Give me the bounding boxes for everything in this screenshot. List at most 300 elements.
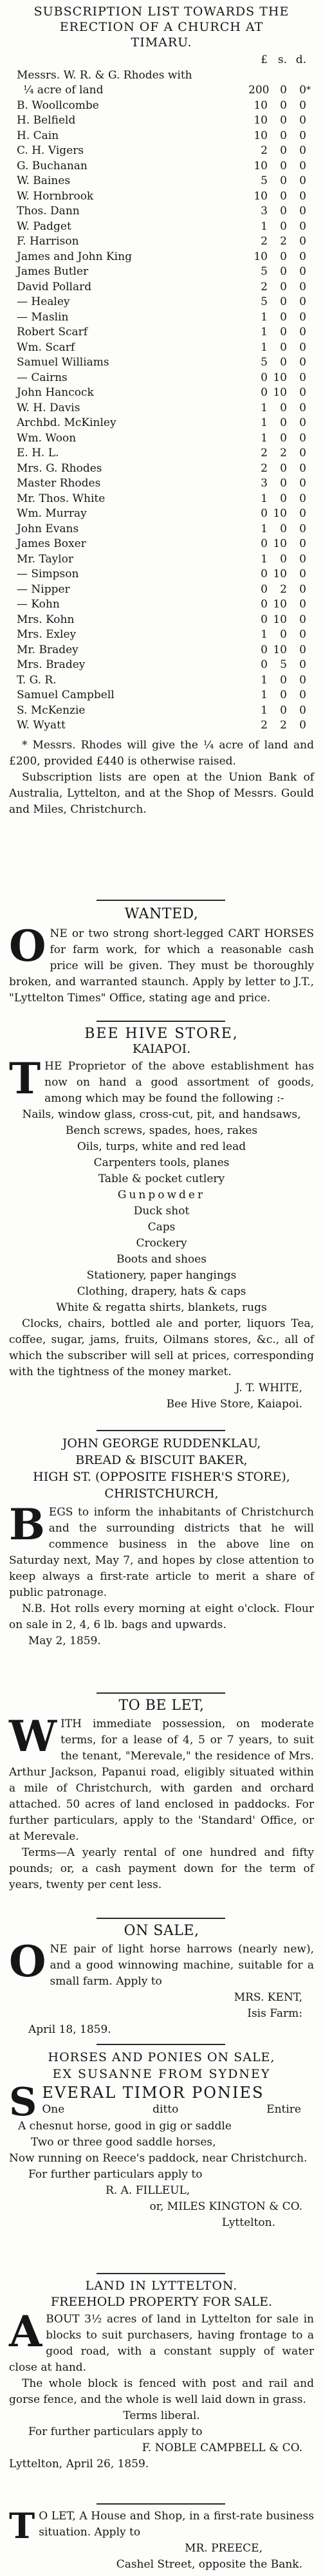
subscriber-name: Mr. Taylor	[17, 552, 74, 566]
pence: 0	[299, 340, 306, 354]
subscriber-name: James Boxer	[17, 537, 86, 550]
shillings: 10	[273, 598, 287, 611]
pence: 0	[299, 703, 306, 717]
subscriber-name: Samuel Williams	[17, 356, 109, 369]
footnote-mark	[306, 461, 314, 477]
subscriber-row	[9, 506, 314, 522]
pounds: 10	[254, 98, 268, 112]
shillings: 2	[280, 719, 287, 732]
drop-capital: O	[9, 1936, 46, 1987]
pence: 0	[299, 356, 306, 369]
pounds: 1	[261, 552, 268, 566]
footnote-mark	[306, 476, 314, 492]
pence: 0	[299, 174, 306, 187]
pounds: 0	[261, 537, 268, 550]
pounds: 10	[254, 189, 268, 203]
footnote-mark	[306, 159, 314, 174]
subscriber-row	[9, 643, 314, 658]
baker-ad	[9, 1435, 314, 1649]
goods-item: Caps	[147, 1221, 176, 1234]
pence: 0	[299, 552, 306, 566]
pounds: 0	[261, 658, 268, 671]
house-ad	[9, 2505, 314, 2573]
horses-line: Now running on Reece's paddock, near Christchurch.	[9, 2152, 308, 2165]
land-body-2: The whole block is fenced with post and rail and gorse fence, and the whole is well laid down in grass.	[9, 2377, 314, 2406]
footnote-mark	[306, 552, 314, 568]
pounds: 10	[254, 159, 268, 172]
drop-capital: T	[9, 2505, 35, 2546]
footnote-mark	[306, 567, 314, 582]
pounds: 0	[261, 371, 268, 384]
subscriber-name: Mr. Thos. White	[17, 492, 106, 505]
pence: 0	[299, 658, 306, 671]
subscriber-name: — Cairns	[17, 371, 68, 384]
divider	[97, 1430, 225, 1431]
subscriber-name: W. Hornbrook	[17, 189, 94, 203]
pence: 0	[299, 371, 306, 384]
footnote-mark	[306, 68, 314, 84]
baker-nb: N.B. Hot rolls every morning at eight o'clock. Flour on sale in 2, 4, 6 lb. bags and upwards.	[9, 1602, 314, 1631]
subscriber-name: G. Buchanan	[17, 159, 88, 172]
footnote-mark	[306, 718, 314, 734]
subscriber-row	[9, 597, 314, 613]
pounds: 1	[261, 431, 268, 445]
subscriber-row	[9, 264, 314, 280]
subscriber-row	[9, 144, 314, 159]
subscriber-row	[9, 446, 314, 461]
shillings: 0	[280, 98, 287, 112]
subscriber-row	[9, 159, 314, 174]
pence: 0	[299, 280, 306, 293]
pounds: 2	[261, 235, 268, 248]
subscriber-name: W. H. Davis	[17, 401, 80, 414]
goods-item: Clothing, drapery, hats & caps	[77, 1285, 246, 1298]
drop-capital: B	[9, 1499, 45, 1550]
subscriber-row	[9, 204, 314, 219]
subscriber-name: — Maslin	[17, 310, 69, 324]
shillings: 10	[273, 643, 287, 656]
drop-capital: O	[9, 921, 46, 971]
subscriber-name: ¼ acre of land	[23, 84, 104, 97]
pence: 0	[299, 114, 306, 127]
shillings: 0	[280, 673, 287, 687]
drop-capital: S	[9, 2080, 39, 2125]
shillings: 0	[280, 492, 287, 505]
subscriber-name: Mrs. G. Rhodes	[17, 461, 102, 475]
subscriber-name: Thos. Dann	[17, 205, 80, 218]
footnote-mark	[306, 234, 314, 250]
footnote-mark	[306, 401, 314, 416]
divider	[97, 2273, 225, 2274]
land-body: BOUT 3½ acres of land in Lyttelton for sale in blocks to suit purchasers, having frontage to a good road, with a constant supply of water close at hand.	[9, 2313, 314, 2374]
land-heading: LAND IN LYTTELTON.	[85, 2279, 238, 2293]
onsale-place: Isis Farm:	[247, 2007, 302, 2020]
shillings: 0	[280, 84, 287, 97]
pence: 0	[299, 477, 306, 490]
subscriber-row	[9, 658, 314, 673]
subscriber-row	[9, 250, 314, 265]
pounds: 200	[248, 84, 270, 97]
beehive-ad	[9, 1026, 314, 1413]
pence: 0	[299, 568, 306, 580]
subscriber-name: H. Belfield	[17, 114, 76, 127]
shillings: 10	[273, 386, 287, 399]
subscription-ad	[9, 4, 314, 818]
goods-item: Stationery, paper hangings	[86, 1269, 237, 1282]
subscription-footnote: * Messrs. Rhodes will give the ¼ acre of land and £200, provided £440 is otherwise raised.	[9, 738, 314, 768]
subscriber-row	[9, 189, 314, 205]
subscriber-name: W. Wyatt	[17, 719, 66, 732]
pounds: 1	[261, 326, 268, 338]
land-further: For further particulars apply to	[28, 2425, 203, 2438]
subscriber-name: Master Rhodes	[17, 477, 101, 490]
tolet-terms: Terms—A yearly rental of one hundred and fifty pounds; or, a cash payment down for the term of years, twenty per cent less.	[9, 1846, 314, 1891]
shillings: 10	[273, 507, 287, 520]
footnote-mark	[306, 250, 314, 265]
subscriber-name: F. Harrison	[17, 235, 79, 248]
baker-trade: BREAD & BISCUIT BAKER,	[75, 1453, 248, 1467]
pence: 0	[299, 129, 306, 142]
title-line-3: TIMARU.	[131, 35, 192, 50]
baker-date: May 2, 1859.	[28, 1635, 101, 1647]
shillings: 0	[280, 159, 287, 172]
subscriber-name: Mrs. Exley	[17, 628, 77, 641]
subscriber-row	[9, 613, 314, 628]
baker-town: CHRISTCHURCH,	[104, 1487, 219, 1501]
title-line-1: SUBSCRIPTION LIST TOWARDS THE	[33, 5, 290, 19]
goods-list	[9, 1107, 314, 1316]
subscriber-row	[9, 83, 314, 98]
pounds: 5	[261, 356, 268, 369]
subscriber-name: John Evans	[17, 522, 79, 535]
subscriber-name: Wm. Murray	[17, 507, 87, 520]
goods-item: Crockery	[136, 1237, 187, 1250]
subscriber-row	[9, 522, 314, 537]
pence: 0	[299, 205, 306, 218]
pounds: 1	[261, 628, 268, 641]
goods-item: Duck shot	[133, 1205, 190, 1218]
pence: 0	[299, 447, 306, 459]
pence: 0	[299, 689, 306, 701]
pounds: 3	[261, 205, 268, 218]
footnote-mark	[306, 264, 314, 280]
subscriber-name: E. H. L.	[17, 447, 59, 459]
shillings: 2	[280, 582, 287, 596]
subscriber-name: Mrs. Bradey	[17, 658, 86, 671]
house-address: Cashel Street, opposite the Bank.	[116, 2558, 302, 2571]
drop-capital: W	[9, 1711, 57, 1761]
subscriber-name: James Butler	[17, 265, 89, 278]
subscriber-row	[9, 688, 314, 703]
land-subheading: FREEHOLD PROPERTY FOR SALE.	[50, 2295, 273, 2309]
footnote-mark	[306, 688, 314, 703]
shillings: 5	[280, 658, 287, 671]
horses-further: For further particulars apply to	[28, 2168, 203, 2181]
shillings: 0	[280, 265, 287, 278]
footnote-mark	[306, 492, 314, 507]
footnote-mark	[306, 174, 314, 189]
pounds: 5	[261, 174, 268, 187]
pounds: 10	[254, 129, 268, 142]
shillings: 10	[273, 613, 287, 626]
pounds: 0	[261, 643, 268, 656]
pence: 0	[299, 673, 306, 687]
goods-item: Boots and shoes	[116, 1253, 207, 1266]
footnote-mark	[306, 310, 314, 326]
subscriber-row	[9, 401, 314, 416]
footnote-mark	[306, 582, 314, 598]
divider	[97, 1692, 225, 1694]
shillings: 0	[280, 431, 287, 445]
house-body: O LET, A House and Shop, in a first-rate business situation. Apply to	[39, 2510, 314, 2539]
shillings: 0	[280, 340, 287, 354]
pence: 0	[299, 326, 306, 338]
pence: 0	[299, 643, 306, 656]
subscriber-name: S. McKenzie	[17, 703, 86, 717]
pence: 0	[299, 98, 306, 112]
pounds: 2	[261, 447, 268, 459]
beehive-address: Bee Hive Store, Kaiapoi.	[166, 1398, 302, 1411]
pounds: 2	[261, 719, 268, 732]
pounds: 0	[261, 613, 268, 626]
pounds-header: £	[261, 53, 268, 66]
subscriber-name: David Pollard	[17, 280, 92, 293]
footnote-mark	[306, 98, 314, 114]
wanted-body: NE or two strong short-legged CART HORSES for farm work, for which a reasonable cash price will be given. They must be thoroughly broken, and warranted staunch. Apply by letter to J.T., "Lyttelton Times" Office, stating age and price.	[9, 927, 314, 1005]
horses-agent-alt: or, MILES KINGTON & CO.	[149, 2200, 302, 2213]
pence: 0	[299, 295, 306, 308]
pence: 0	[299, 522, 306, 535]
wanted-heading: WANTED,	[124, 906, 199, 922]
pounds: 10	[254, 114, 268, 127]
pence-header: d.	[295, 53, 306, 66]
subscriber-name: Mr. Bradey	[17, 643, 78, 656]
shillings: 0	[280, 250, 287, 263]
subscriber-row	[9, 113, 314, 129]
subscriber-row	[9, 68, 314, 84]
tolet-ad	[9, 1698, 314, 1893]
subscriber-name: Wm. Woon	[17, 431, 77, 445]
shillings: 0	[280, 689, 287, 701]
footnote-mark	[306, 627, 314, 643]
pence: 0	[299, 416, 306, 429]
footnote-mark	[306, 522, 314, 537]
subscriber-row	[9, 416, 314, 431]
land-terms: Terms liberal.	[123, 2409, 200, 2422]
shillings: 0	[280, 552, 287, 566]
shillings: 0	[280, 205, 287, 218]
subscriber-name: — Healey	[17, 295, 70, 308]
pounds: 0	[261, 568, 268, 580]
pounds: 10	[254, 250, 268, 263]
goods-item: White & regatta shirts, blankets, rugs	[56, 1301, 267, 1314]
shillings: 2	[280, 235, 287, 248]
subscriber-row	[9, 627, 314, 643]
horses-place: Lyttelton.	[221, 2216, 275, 2229]
pence	[287, 68, 306, 84]
pounds: 1	[261, 689, 268, 701]
pence: 0	[299, 84, 306, 97]
subscriber-list	[9, 68, 314, 734]
subscriber-row	[9, 280, 314, 295]
footnote-mark	[306, 280, 314, 295]
horses-lead: EVERAL TIMOR PONIES	[42, 2084, 264, 2102]
pence: 0	[299, 159, 306, 172]
shillings: 0	[280, 522, 287, 535]
subscriber-row	[9, 537, 314, 552]
horses-agent: R. A. FILLEUL,	[106, 2184, 190, 2197]
shillings: 0	[280, 401, 287, 414]
shillings: 0	[280, 219, 287, 233]
footnote-mark: *	[306, 85, 311, 95]
subscriber-name: C. H. Vigers	[17, 144, 84, 157]
pence: 0	[299, 265, 306, 278]
subscriber-name: Messrs. W. R. & G. Rhodes with	[17, 68, 192, 82]
pounds: 1	[261, 492, 268, 505]
shillings: 0	[280, 416, 287, 429]
shillings: 0	[280, 174, 287, 187]
goods-item: Bench screws, spades, hoes, rakes	[65, 1124, 258, 1137]
wanted-ad	[9, 906, 314, 1006]
pounds: 1	[261, 219, 268, 233]
shillings: 0	[280, 310, 287, 324]
footnote-mark	[306, 113, 314, 129]
subscriber-row	[9, 174, 314, 189]
shillings: 0	[280, 114, 287, 127]
shillings: 0	[280, 703, 287, 717]
subscriber-row	[9, 234, 314, 250]
pounds: 1	[261, 310, 268, 324]
footnote-mark	[306, 431, 314, 447]
tolet-body: ITH immediate possession, on moderate terms, for a lease of 4, 5 or 7 years, to suit the tenant, "Merevale," the residence of Mrs. Arthur Jackson, Papanui road, eligibly situated within a mile of Christchurch, with garden and orchard attached. 50 acres of land enclosed in paddocks. For further particulars, apply to the 'Standard' Office, or at Merevale.	[9, 1718, 314, 1843]
subscriber-name: Wm. Scarf	[17, 340, 75, 354]
horses-line: A chesnut horse, good in gig or saddle	[18, 2120, 232, 2133]
subscriber-name: W. Baines	[17, 174, 71, 187]
pence: 0	[299, 582, 306, 596]
divider	[97, 2044, 225, 2045]
pence: 0	[299, 401, 306, 414]
shillings: 10	[273, 568, 287, 580]
pounds: 1	[261, 522, 268, 535]
tolet-heading: TO BE LET,	[118, 1698, 205, 1714]
subscriber-row	[9, 371, 314, 386]
footnote-mark	[306, 506, 314, 522]
pounds: 0	[261, 507, 268, 520]
goods-item: Table & pocket cutlery	[98, 1172, 225, 1185]
footnote-mark	[306, 643, 314, 658]
pounds: 1	[261, 401, 268, 414]
subscriber-row	[9, 552, 314, 568]
shillings: 0	[280, 295, 287, 308]
footnote-mark	[306, 340, 314, 356]
shillings: 0	[280, 280, 287, 293]
subscriber-name: Archbd. McKinley	[17, 416, 116, 429]
land-ad	[9, 2278, 314, 2472]
footnote-mark	[306, 658, 314, 673]
footnote-mark	[306, 613, 314, 628]
subscriber-row	[9, 310, 314, 326]
footnote-mark	[306, 673, 314, 689]
subscriber-row	[9, 718, 314, 734]
pence: 0	[299, 310, 306, 324]
pence: 0	[299, 431, 306, 445]
pounds: 3	[261, 477, 268, 490]
pence: 0	[299, 719, 306, 732]
shillings: 0	[280, 144, 287, 157]
pence: 0	[299, 219, 306, 233]
footnote-mark	[306, 219, 314, 235]
pence: 0	[299, 250, 306, 263]
onsale-date: April 18, 1859.	[28, 2023, 111, 2036]
house-agent: MR. PREECE,	[185, 2542, 263, 2555]
footnote-mark	[306, 446, 314, 461]
title-line-2: ERECTION OF A CHURCH AT	[59, 20, 264, 34]
subscriber-name: — Simpson	[17, 568, 79, 580]
subscriber-row	[9, 355, 314, 371]
baker-name: JOHN GEORGE RUDDENKLAU,	[62, 1436, 261, 1450]
pence: 0	[299, 386, 306, 399]
subscriber-row	[9, 703, 314, 719]
subscriber-row	[9, 325, 314, 340]
onsale-body: NE pair of light horse harrows (nearly new), and a good winnowing machine, suitable for a small farm. Apply to	[50, 1943, 314, 1988]
footnote-mark	[306, 597, 314, 613]
pence: 0	[299, 235, 306, 248]
divider	[97, 2503, 225, 2505]
subscription-closing: Subscription lists are open at the Union Bank of Australia, Lyttelton, and at the Shop of Messrs. Gould and Miles, Christchurch.	[9, 770, 314, 816]
shillings-header: s.	[277, 53, 287, 66]
footnote-mark	[306, 385, 314, 401]
subscriber-row	[9, 295, 314, 310]
footnote-mark	[306, 355, 314, 371]
pounds: 2	[261, 461, 268, 475]
pence: 0	[299, 613, 306, 626]
footnote-mark	[306, 325, 314, 340]
footnote-mark	[306, 144, 314, 159]
pounds	[248, 68, 268, 84]
pounds: 5	[261, 265, 268, 278]
pence: 0	[299, 189, 306, 203]
pence: 0	[299, 492, 306, 505]
subscription-title	[9, 4, 314, 50]
subscriber-row	[9, 673, 314, 689]
shillings: 0	[280, 129, 287, 142]
footnote-mark	[306, 189, 314, 205]
shillings	[268, 68, 287, 84]
pence: 0	[299, 598, 306, 611]
beehive-closing: Clocks, chairs, bottled ale and porter, liquors Tea, coffee, sugar, jams, fruits, Oilmans stores, &c., all of which the subscriber will sell at prices, corresponding with the tightness of the money market.	[9, 1317, 314, 1378]
pounds: 0	[261, 386, 268, 399]
subscriber-name: Mrs. Kohn	[17, 613, 75, 626]
horses-one: One	[42, 2103, 65, 2116]
subscriber-row	[9, 492, 314, 507]
beehive-heading: BEE HIVE STORE,	[84, 1026, 239, 1042]
shillings: 0	[280, 461, 287, 475]
subscriber-row	[9, 461, 314, 477]
pounds: 1	[261, 416, 268, 429]
land-agent: F. NOBLE CAMPBELL & CO.	[142, 2442, 302, 2454]
horses-subheading: EX SUSANNE FROM SYDNEY	[52, 2067, 271, 2081]
subscriber-row	[9, 385, 314, 401]
shillings: 0	[280, 477, 287, 490]
pounds: 5	[261, 295, 268, 308]
shillings: 0	[280, 628, 287, 641]
divider	[97, 1021, 225, 1022]
shillings: 10	[273, 537, 287, 550]
subscriber-row	[9, 219, 314, 235]
horses-heading: HORSES AND PONIES ON SALE,	[48, 2050, 275, 2064]
pounds: 0	[261, 582, 268, 596]
onsale-signature: MRS. KENT,	[234, 1991, 302, 2004]
